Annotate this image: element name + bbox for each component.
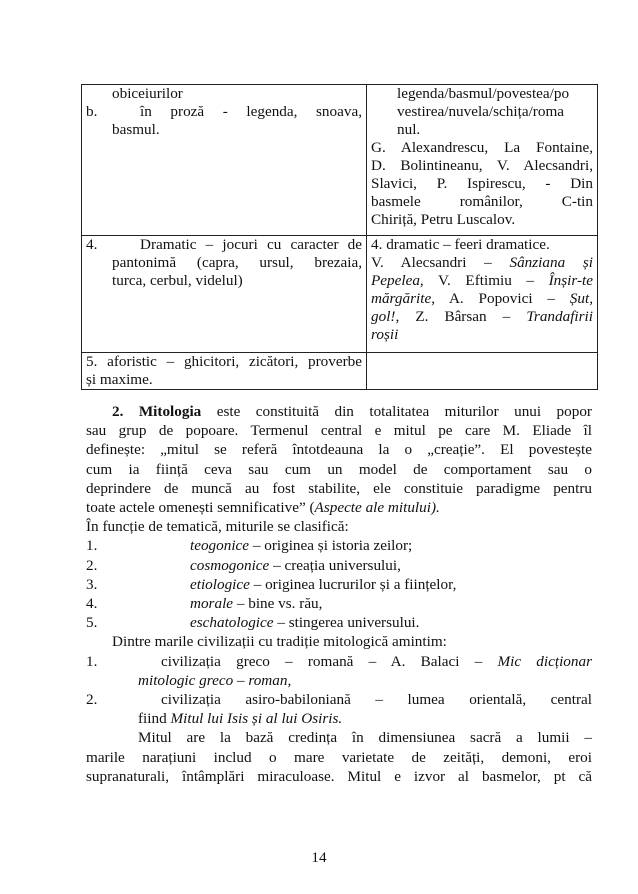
list-item: 1. civilizația greco – romană – A. Balaci – Mic dicționar mitologic greco – roman,: [86, 652, 592, 689]
table-row: [82, 236, 598, 353]
table-cell-left: 5. aforistic – ghicitori, zicători, proverbe și maxime.: [82, 353, 367, 390]
myth-classification-list: [86, 536, 592, 632]
civilizations-list: [86, 652, 592, 729]
table-cell-left: obiceiurilor b. în proză - legenda, snoava, basmul.: [82, 85, 367, 236]
mitologia-section: 2. Mitologia este constituită din totalitatea miturilor unui popor sau grup de popoare. Termenul central e mitul pe care M. Eliade îl definește: „mitul se referă întotdeauna la o „creație”. El povestește cum ia ființă ceva sau cum un model de comportament sau o deprindere de muncă au fost stabilite, ele constituie paradigme pentru toate actele omenești semnificative” (Aspecte ale mitului). În funcție de tematică, miturile se clasifică: 1. teogonice – originea și istoria zeilor; 2. cosmogonice – creația universului, 3. etiologice – originea lucrurilor și a ființelor, 4. morale – bine vs. rău, 5. eschatologice – stingerea universului. Dintre marile civilizații cu tradiție mitologică amintim: 1. civilizația greco – romană – A. Balaci – Mic dicționar mitologic greco – roman, 2. civilizația asiro-babiloniană – lumea orientală, central fiind Mitul lui Isis și al lui Osiris. Mitul are la bază credința în dimensiunea sacră a lumii – marile narațiuni includ o mare varietate de zeități, demoni, eroi supranaturali, întâmplări miraculoase. Mitul e izvor al basmelor, pt că: [86, 403, 592, 785]
literature-genres-table: [81, 84, 598, 390]
page-number: 14: [311, 849, 327, 866]
list-item: 3. etiologice – originea lucrurilor și a ființelor,: [86, 575, 457, 593]
list-item: 5. eschatologice – stingerea universului.: [86, 614, 420, 632]
paragraph: 2. Mitologia este constituită din totalitatea miturilor unui popor: [112, 403, 592, 420]
list-item: 4. morale – bine vs. rău,: [86, 595, 323, 613]
list-item: 1. teogonice – originea și istoria zeilor;: [86, 537, 413, 555]
list-item: 2. cosmogonice – creația universului,: [86, 556, 401, 574]
table-row: [82, 85, 598, 236]
table-cell-left: 4. Dramatic – jocuri cu caracter de pantonimă (capra, ursul, brezaia, turca, cerbul, videlul): [82, 236, 367, 353]
table-cell-right: legenda/basmul/povestea/po vestirea/nuvela/schița/roma nul. G. Alexandrescu, La Fontaine, D. Bolintineanu, V. Alecsandri, Slavici, P. Ispirescu, - Din basmele românilor, C-tin Chiriță, Petru Luscalov.: [367, 85, 598, 236]
table-row: [82, 353, 598, 390]
list-item: 2. civilizația asiro-babiloniană – lumea orientală, central fiind Mitul lui Isis și al lui Osiris.: [86, 691, 592, 728]
table-cell-right: 4. dramatic – feeri dramatice. V. Alecsandri – Sânziana și Pepelea, V. Eftimiu – Înșir-te mărgărite, A. Popovici – Șut, gol!, Z. Bârsan – Trandafirii roșii: [367, 236, 598, 353]
table-cell-right: [367, 353, 598, 390]
